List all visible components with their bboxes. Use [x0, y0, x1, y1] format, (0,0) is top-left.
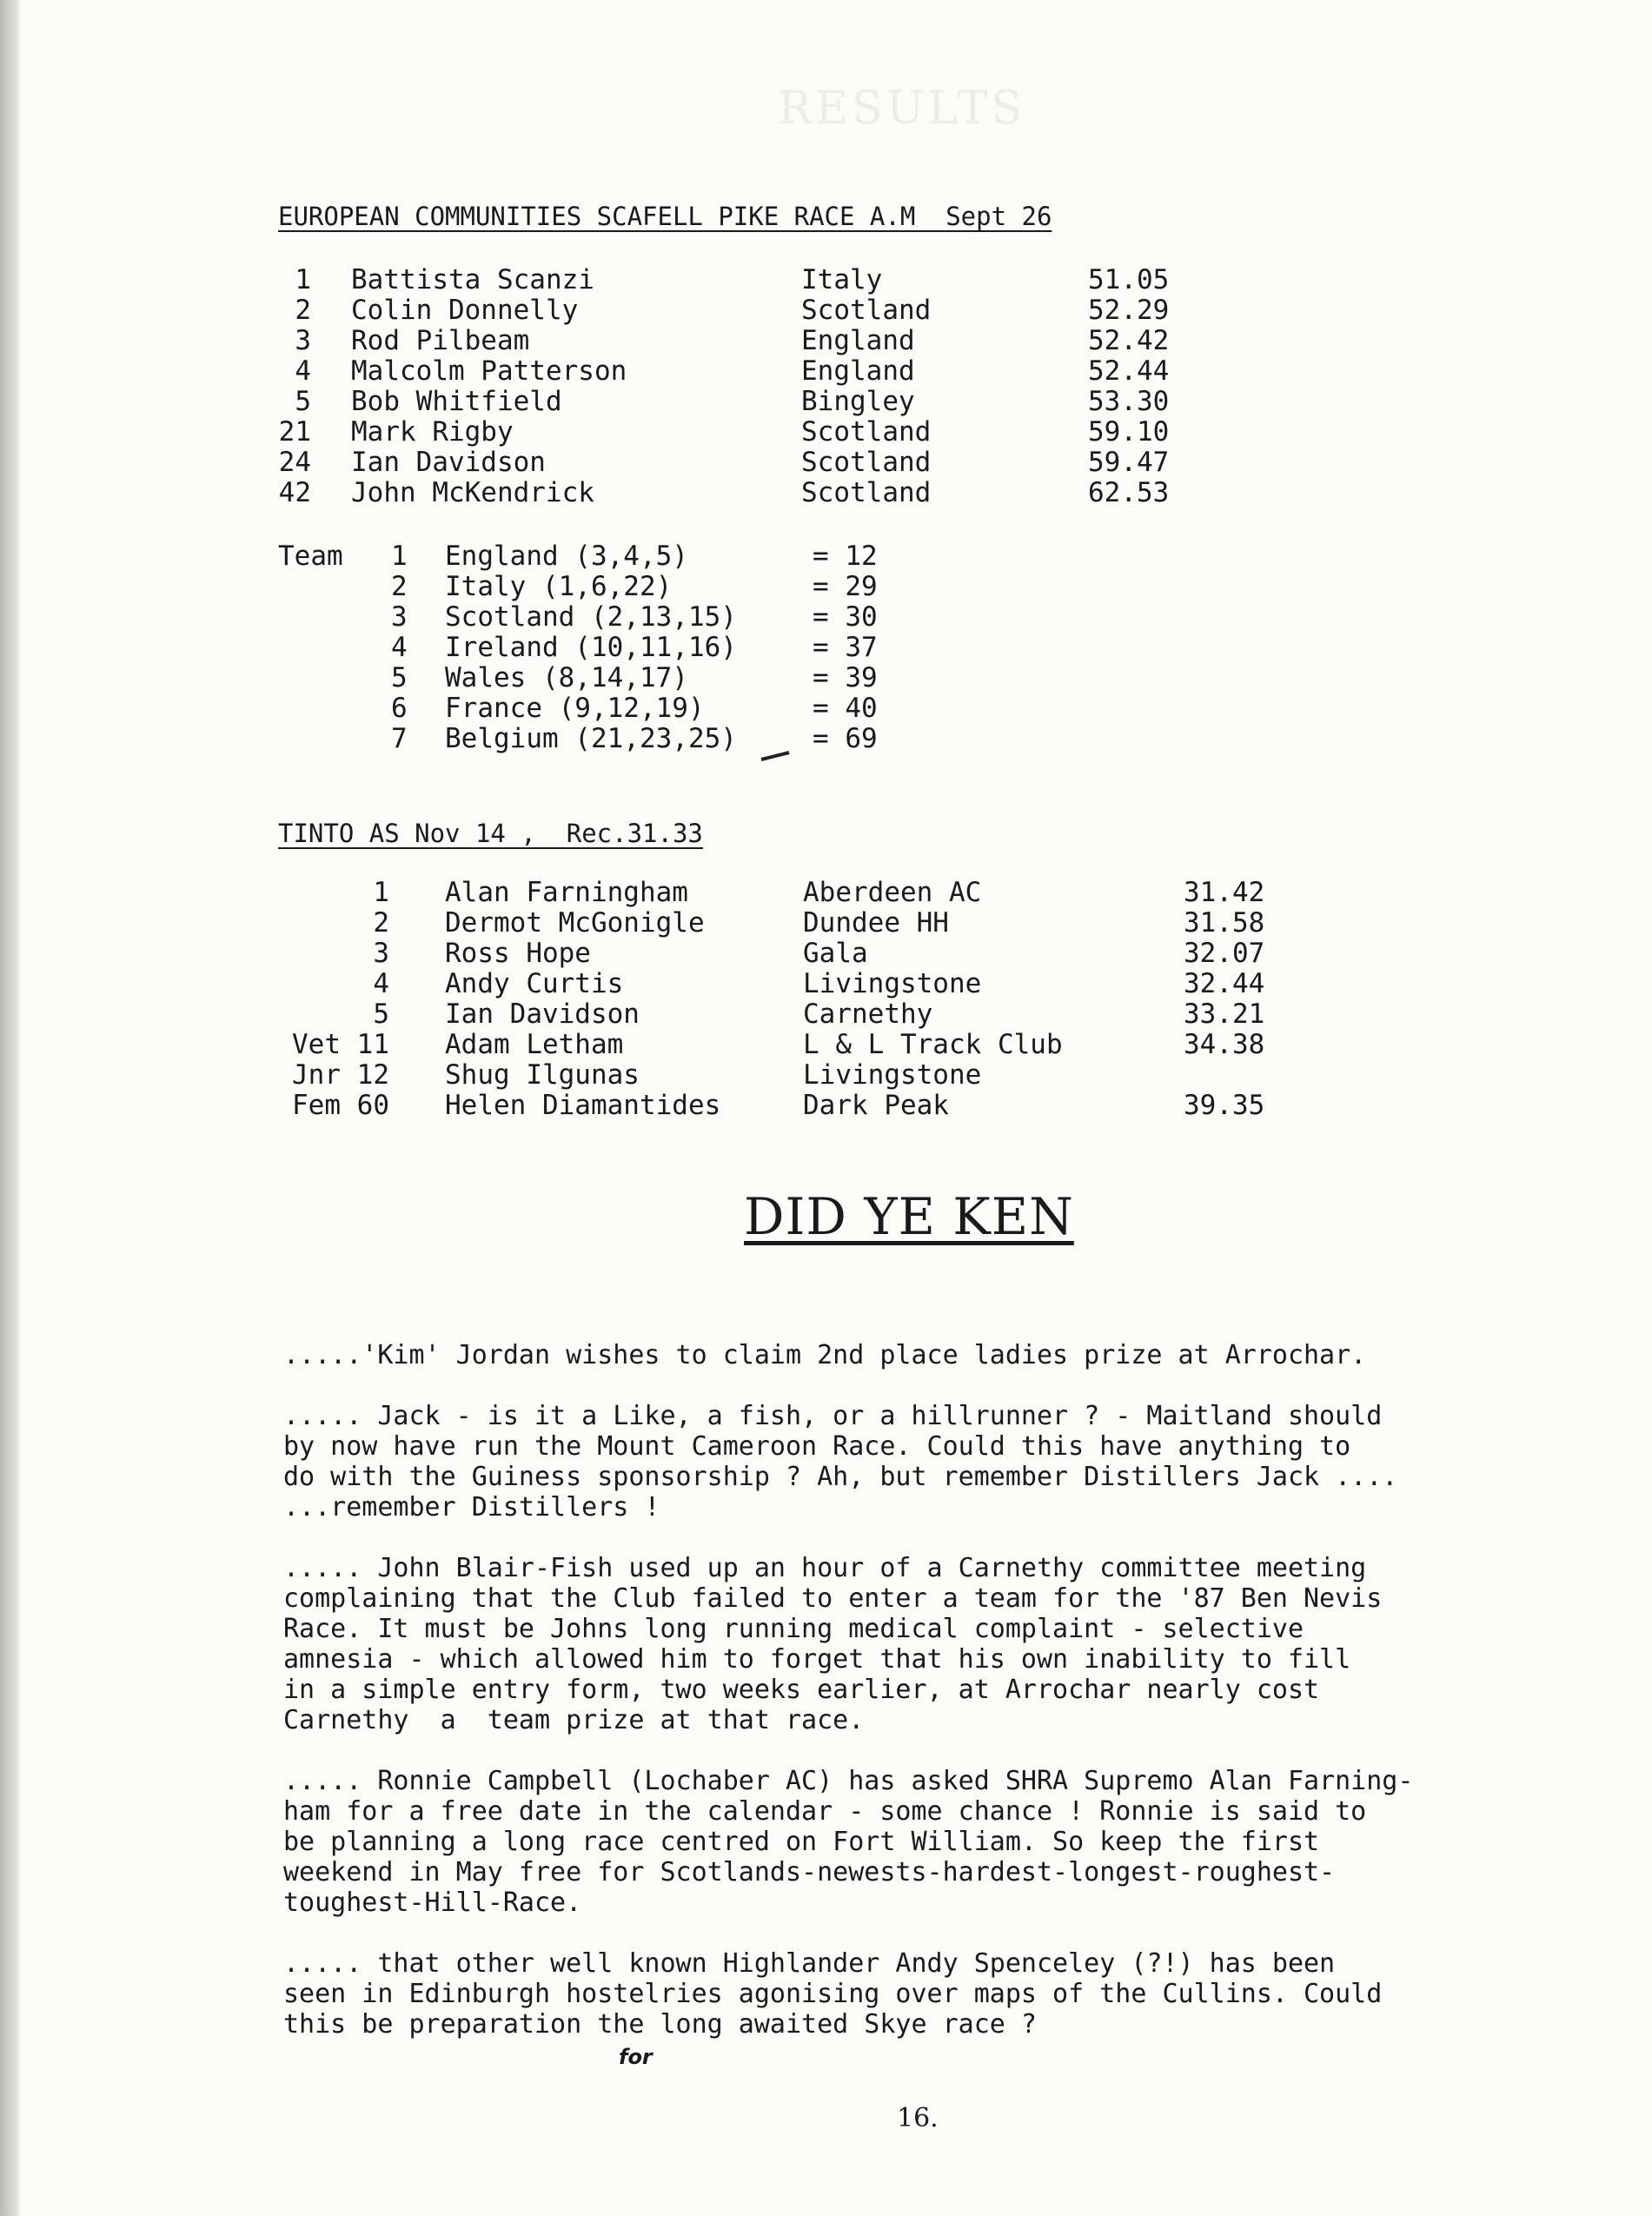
result-time: 32.07: [1184, 938, 1265, 969]
team-pos: 7: [391, 723, 408, 754]
result-name: Rod Pilbeam: [351, 325, 530, 356]
team-score: = 37: [813, 632, 878, 663]
team-score: = 39: [813, 662, 878, 693]
result-time: 59.47: [1088, 447, 1170, 478]
result-pos: 24: [278, 447, 311, 478]
result-club: Aberdeen AC: [803, 877, 982, 908]
team-name: Belgium (21,23,25): [445, 723, 737, 754]
gossip-paragraph: ..... John Blair-Fish used up an hour of a Carnethy committee meeting complaining that the Club failed to enter a team for the '87 Ben Nevis Race. It must be Johns long running medical complaint - selective amnesia - which allowed him to forget that his own inability to fill in a simple entry form, two weeks earlier, at Arrochar nearly cost Carnethy a team prize at that race.: [283, 1553, 1383, 1735]
result-time: 51.05: [1088, 264, 1170, 295]
result-pos: Jnr 12: [292, 1059, 389, 1091]
page-number: 16.: [897, 2103, 939, 2133]
team-score: = 29: [813, 571, 878, 602]
team-name: France (9,12,19): [445, 693, 705, 724]
result-time: 31.58: [1184, 907, 1265, 939]
result-name: Bob Whitfield: [351, 386, 562, 417]
result-pos: 5: [373, 999, 389, 1030]
result-club: Scotland: [801, 295, 932, 326]
result-pos: Vet 11: [292, 1029, 389, 1060]
result-club: Scotland: [801, 477, 932, 508]
result-name: Helen Diamantides: [445, 1090, 721, 1121]
result-name: Adam Letham: [445, 1029, 624, 1060]
team-label: Team: [278, 541, 343, 572]
result-time: 62.53: [1088, 477, 1170, 508]
gossip-paragraph: ..... that other well known Highlander Andy Spenceley (?!) has been seen in Edinburgh hostelries agonising over maps of the Cullins. Could this be preparation the long awaited Skye race ?: [283, 1948, 1383, 2040]
team-name: Ireland (10,11,16): [445, 632, 737, 663]
bleed-through-heading: RESULTS: [778, 83, 1026, 135]
result-time: 53.30: [1088, 386, 1170, 417]
team-pos: 4: [391, 632, 408, 663]
result-time: 33.21: [1184, 999, 1265, 1030]
team-name: Scotland (2,13,15): [445, 601, 737, 633]
result-name: Shug Ilgunas: [445, 1059, 640, 1091]
team-name: England (3,4,5): [445, 541, 688, 572]
team-name: Wales (8,14,17): [445, 662, 688, 693]
result-time: 52.44: [1088, 355, 1170, 387]
result-time: 32.44: [1184, 968, 1265, 999]
result-name: Mark Rigby: [351, 416, 514, 448]
result-pos: 4: [295, 355, 311, 387]
result-club: Livingstone: [803, 1059, 982, 1091]
result-name: Malcolm Patterson: [351, 355, 627, 387]
gossip-paragraph: .....'Kim' Jordan wishes to claim 2nd place ladies prize at Arrochar.: [283, 1340, 1367, 1370]
result-club: Bingley: [801, 386, 915, 417]
result-name: Colin Donnelly: [351, 295, 579, 326]
result-club: Scotland: [801, 416, 932, 448]
team-score: = 30: [813, 601, 878, 633]
binding-shadow: [0, 0, 19, 2216]
result-name: Alan Farningham: [445, 877, 688, 908]
result-time: 52.29: [1088, 295, 1170, 326]
result-time: 52.42: [1088, 325, 1170, 356]
result-club: England: [801, 355, 915, 387]
tinto-heading: TINTO AS Nov 14 , Rec.31.33: [278, 819, 703, 848]
result-pos: 3: [373, 938, 389, 969]
team-pos: 6: [391, 693, 408, 724]
result-time: 39.35: [1184, 1090, 1265, 1121]
result-time: 34.38: [1184, 1029, 1265, 1060]
result-club: Gala: [803, 938, 868, 969]
result-club: Scotland: [801, 447, 932, 478]
result-time: 59.10: [1088, 416, 1170, 448]
result-club: Italy: [801, 264, 883, 295]
result-pos: 2: [295, 295, 311, 326]
team-pos: 5: [391, 662, 408, 693]
team-name: Italy (1,6,22): [445, 571, 673, 602]
result-name: John McKendrick: [351, 477, 594, 508]
gossip-paragraph: ..... Ronnie Campbell (Lochaber AC) has asked SHRA Supremo Alan Farning- ham for a free date in the calendar - some chance ! Ronnie is said to be planning a long race centred on Fort William. So keep the first weekend in May free for Scotlands-newests-hardest-longest-roughest- toughest-Hill-Race.: [283, 1766, 1414, 1918]
result-name: Ian Davidson: [351, 447, 546, 478]
handwritten-correction: for: [619, 2045, 653, 2069]
result-club: Livingstone: [803, 968, 982, 999]
result-name: Andy Curtis: [445, 968, 624, 999]
pen-mark: [760, 749, 794, 765]
result-name: Dermot McGonigle: [445, 907, 705, 939]
result-club: L & L Track Club: [803, 1029, 1063, 1060]
team-score: = 12: [813, 541, 878, 572]
result-pos: 4: [373, 968, 389, 999]
result-pos: 42: [278, 477, 311, 508]
result-pos: 3: [295, 325, 311, 356]
team-pos: 2: [391, 571, 408, 602]
result-club: Carnethy: [803, 999, 933, 1030]
result-name: Ross Hope: [445, 938, 591, 969]
team-pos: 3: [391, 601, 408, 633]
result-pos: 5: [295, 386, 311, 417]
result-club: Dundee HH: [803, 907, 949, 939]
team-pos: 1: [391, 541, 408, 572]
scafell-heading: EUROPEAN COMMUNITIES SCAFELL PIKE RACE A.M Sept 26: [278, 202, 1052, 231]
result-pos: 21: [278, 416, 311, 448]
team-score: = 69: [813, 723, 878, 754]
result-pos: Fem 60: [292, 1090, 389, 1121]
result-name: Battista Scanzi: [351, 264, 594, 295]
result-pos: 2: [373, 907, 389, 939]
result-club: Dark Peak: [803, 1090, 949, 1121]
result-time: 31.42: [1184, 877, 1265, 908]
did-ye-ken-title: DID YE KEN: [744, 1187, 1074, 1246]
gossip-paragraph: ..... Jack - is it a Like, a fish, or a hillrunner ? - Maitland should by now have run the Mount Cameroon Race. Could this have anything to do with the Guiness sponsorship ? Ah, but remember Distillers Jack .... ...remember Distillers !: [283, 1401, 1398, 1523]
team-score: = 40: [813, 693, 878, 724]
result-name: Ian Davidson: [445, 999, 640, 1030]
result-club: England: [801, 325, 915, 356]
result-pos: 1: [295, 264, 311, 295]
result-pos: 1: [373, 877, 389, 908]
